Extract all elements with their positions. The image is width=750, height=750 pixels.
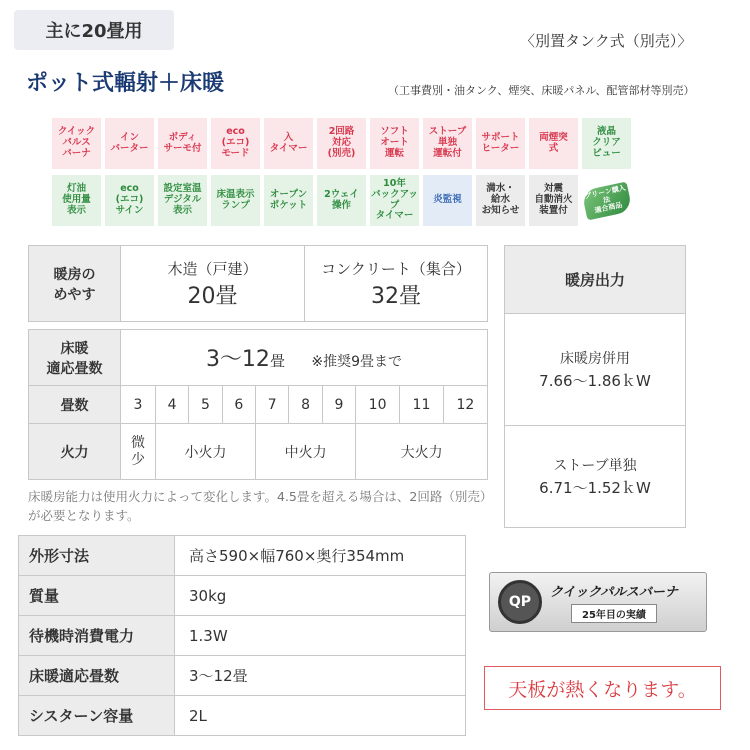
mat-cell: 3	[121, 386, 156, 424]
feature-icon-grid	[52, 118, 684, 226]
combined-output-label: 床暖房併用	[560, 351, 630, 367]
mat-cell: 4	[155, 386, 188, 424]
dual-chimney-icon: 両煙突 式	[529, 118, 578, 169]
heating-guide-table	[28, 245, 488, 322]
quick-pulse-burner-logo	[489, 572, 707, 632]
output-header: 暖房出力	[505, 246, 686, 314]
combined-output-cell	[505, 314, 686, 426]
hot-surface-warning: 天板が熱くなります。	[484, 666, 721, 710]
floor-range-cell	[121, 330, 488, 386]
mat-cell: 6	[222, 386, 255, 424]
eco-sign-icon: eco (エコ) サイン	[105, 175, 154, 226]
spec-label: 待機時消費電力	[19, 616, 175, 656]
fire-level-small: 小火力	[155, 424, 255, 480]
burner-mark-icon: QP	[498, 580, 542, 624]
stove-output-label: ストーブ単独	[553, 458, 637, 474]
recommend-note: ※推奨9畳まで	[311, 354, 403, 370]
empty-slot	[635, 118, 684, 169]
spec-value: 30kg	[175, 576, 466, 616]
spec-label: 外形寸法	[19, 536, 175, 576]
on-timer-icon: 入 タイマー	[264, 118, 313, 169]
eco-mode-icon: eco (エコ) モード	[211, 118, 260, 169]
combined-output-value: 7.66〜1.86ｋW	[539, 372, 651, 390]
quick-pulse-burner-icon: クイック パルス バーナ	[52, 118, 101, 169]
floor-range: 3〜12	[205, 347, 270, 372]
stove-output-cell	[505, 426, 686, 528]
usage-badge: 主に20畳用	[14, 10, 174, 50]
mat-cell: 12	[443, 386, 487, 424]
mats-row-label: 畳数	[29, 386, 121, 424]
mat-cell: 9	[322, 386, 355, 424]
fire-row-label: 火力	[29, 424, 121, 480]
two-circuit-icon: 2回路 対応 (別売)	[317, 118, 366, 169]
mat-cell: 11	[400, 386, 444, 424]
concrete-label: コンクリート（集合）	[321, 259, 471, 278]
spec-table	[18, 535, 466, 736]
spec-value: 2L	[175, 696, 466, 736]
two-way-operation-icon: 2ウェイ 操作	[317, 175, 366, 226]
spec-value: 高さ590×幅760×奥行354mm	[175, 536, 466, 576]
wood-cell	[121, 246, 305, 322]
burner-name: クイックパルスバーナ	[550, 585, 678, 600]
flame-monitor-icon: 炎監視	[423, 175, 472, 226]
capacity-note: 床暖房能力は使用火力によって変化します。4.5畳を超える場合は、2回路（別売）が必要となります。	[28, 489, 493, 524]
spec-label: シスターン容量	[19, 696, 175, 736]
floor-range-unit: 畳	[269, 352, 285, 370]
support-heater-icon: サポート ヒーター	[476, 118, 525, 169]
spec-label: 質量	[19, 576, 175, 616]
burner-text	[550, 581, 678, 623]
backup-timer-icon: 10年 バックアップ タイマー	[370, 175, 419, 226]
wood-label: 木造（戸建）	[167, 259, 258, 278]
mat-cell: 5	[189, 386, 222, 424]
concrete-cell	[305, 246, 488, 322]
spec-value: 3〜12畳	[175, 656, 466, 696]
fire-level-minimal: 微 少	[121, 424, 156, 480]
water-full-alert-icon: 満水・ 給水 お知らせ	[476, 175, 525, 226]
spec-label: 床暖適応畳数	[19, 656, 175, 696]
floor-temp-lamp-icon: 床温表示 ランプ	[211, 175, 260, 226]
mat-cell: 7	[256, 386, 289, 424]
inverter-icon: イン バーター	[105, 118, 154, 169]
soft-auto-icon: ソフト オート 運転	[370, 118, 419, 169]
heating-output-table	[504, 245, 686, 528]
floor-row-label: 床暖 適応畳数	[29, 330, 121, 386]
open-pocket-icon: オープン ポケット	[264, 175, 313, 226]
spec-value: 1.3W	[175, 616, 466, 656]
mat-cell: 10	[356, 386, 400, 424]
tank-note: 〈別置タンク式（別売）〉	[520, 32, 693, 50]
digital-temp-icon: 設定室温 デジタル 表示	[158, 175, 207, 226]
wood-value: 20畳	[187, 283, 238, 309]
fire-level-medium: 中火力	[256, 424, 356, 480]
concrete-value: 32畳	[371, 283, 421, 309]
earthquake-shutoff-icon: 対震 自動消火 装置付	[529, 175, 578, 226]
product-title: ポット式輻射＋床暖	[26, 71, 225, 96]
burner-years: 25年目の実績	[571, 604, 657, 623]
stove-solo-icon: ストーブ 単独 運転付	[423, 118, 472, 169]
body-thermo-icon: ボディ サーモ付	[158, 118, 207, 169]
floor-heating-table	[28, 329, 488, 480]
green-purchase-badge-icon: グリーン購入法 適合商品	[582, 175, 631, 226]
exclusion-note: （工事費別・油タンク、煙突、床暖パネル、配管部材等別売）	[388, 84, 695, 97]
stove-output-value: 6.71〜1.52ｋW	[539, 479, 651, 497]
fire-level-large: 大火力	[356, 424, 488, 480]
guide-row-label: 暖房の めやす	[29, 246, 121, 322]
lcd-clear-view-icon: 液晶 クリア ビュー	[582, 118, 631, 169]
mat-cell: 8	[289, 386, 322, 424]
kerosene-usage-icon: 灯油 使用量 表示	[52, 175, 101, 226]
